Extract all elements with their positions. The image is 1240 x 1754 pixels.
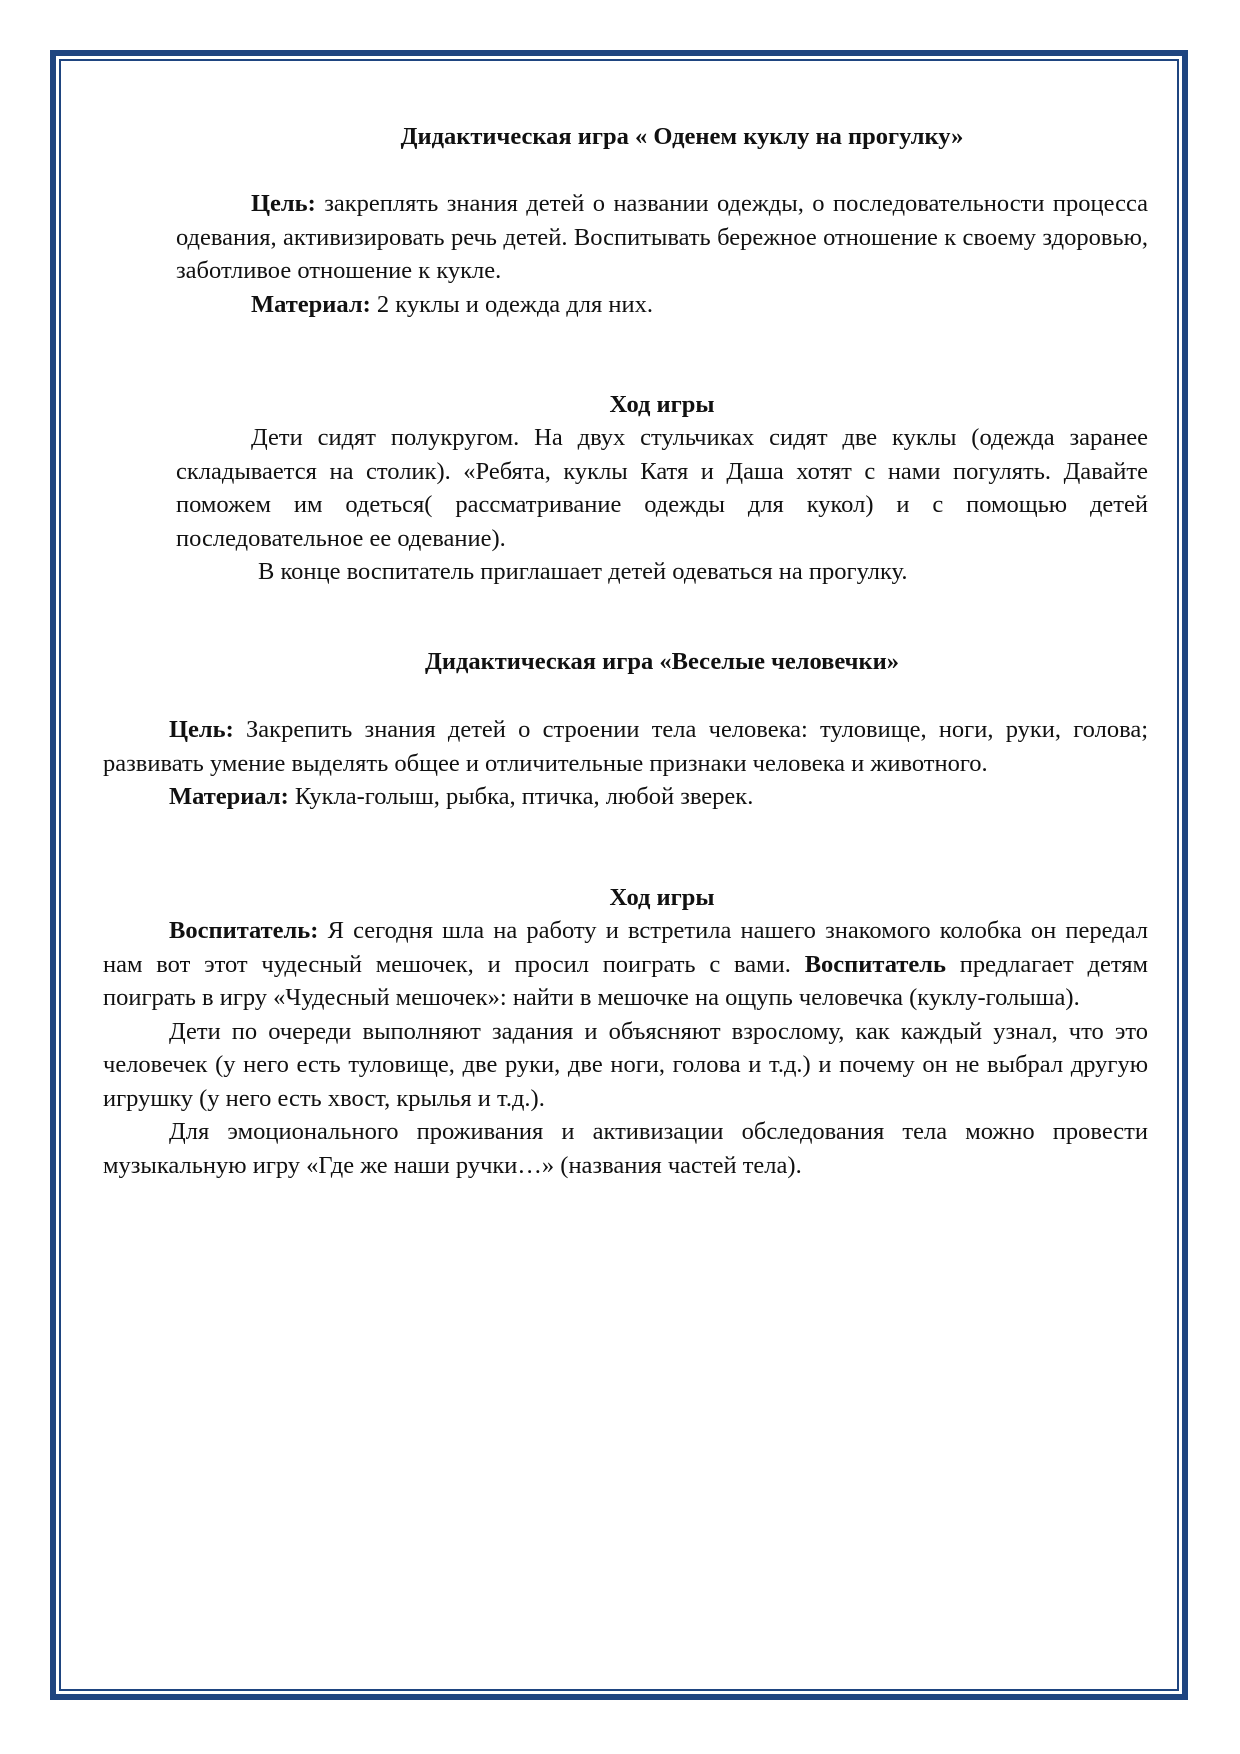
game2-teacher-text: Я сегодня шла на работу и встретила нашего знакомого колобка он передал нам вот этот чудесный мешочек, и просил поиграть с вами. xyxy=(103,917,1148,978)
game2-title: Дидактическая игра «Веселые человечки» xyxy=(425,648,899,675)
game2-material-label: Материал: xyxy=(169,783,289,810)
game2-progress xyxy=(103,914,1148,1182)
game1-title: Дидактическая игра « Оденем куклу на прогулку» xyxy=(400,123,964,150)
game2-children-paragraph: Дети по очереди выполняют задания и объясняют взрослому, как каждый узнал, что это человечек (у него есть туловище, две руки, две ноги, голова и т.д.) и почему он не выбрал другую игрушку (у него есть хвост, крылья и т.д.). xyxy=(103,1017,1148,1112)
game2-teacher-label-2: Воспитатель xyxy=(804,950,946,978)
game1-material-text: 2 куклы и одежда для них. xyxy=(370,290,653,318)
game2-goal-label: Цель: xyxy=(169,716,234,743)
game2-material-text: Кукла-голыш, рыбка, птичка, любой зверек. xyxy=(288,783,754,810)
game2-goal xyxy=(103,713,1148,814)
game1-progress-heading: Ход игры xyxy=(609,391,715,418)
game1-progress xyxy=(176,421,1148,589)
game1-goal-label: Цель: xyxy=(251,190,316,217)
game2-progress-heading: Ход игры xyxy=(609,884,715,911)
game2-goal-text: Закрепить знания детей о строении тела человека: туловище, ноги, руки, голова; развивать умение выделять общее и отличительные признаки человека и животного. xyxy=(103,716,1148,777)
game1-progress-text: Дети сидят полукругом. На двух стульчиках сидят две куклы (одежда заранее складывается на столик). «Ребята, куклы Катя и Даша хотят с нами погулять. Давайте поможем им одеться( рассматривание одежды для кукол) и с помощью детей последовательное ее одевание). xyxy=(176,424,1148,552)
game1-goal-text: закреплять знания детей о названии одежды, о последовательности процесса одевания, активизировать речь детей. Воспитывать бережное отношение к своему здоровью, заботливое отношение к кукле. xyxy=(176,190,1148,284)
game1-ending-text: В конце воспитатель приглашает детей одеваться на прогулку. xyxy=(258,558,908,585)
game2-teacher-label: Воспитатель: xyxy=(169,917,319,944)
game1-material-label: Материал: xyxy=(251,290,371,318)
game1-goal xyxy=(176,187,1148,321)
game2-teacher-text-2: предлагает детям поиграть в игру «Чудесный мешочек»: найти в мешочке на ощупь человечка (куклу-голыша). xyxy=(103,950,1148,1011)
game2-music-paragraph: Для эмоционального проживания и активизации обследования тела можно провести музыкальную игру «Где же наши ручки…» (названия частей тела). xyxy=(103,1118,1148,1179)
